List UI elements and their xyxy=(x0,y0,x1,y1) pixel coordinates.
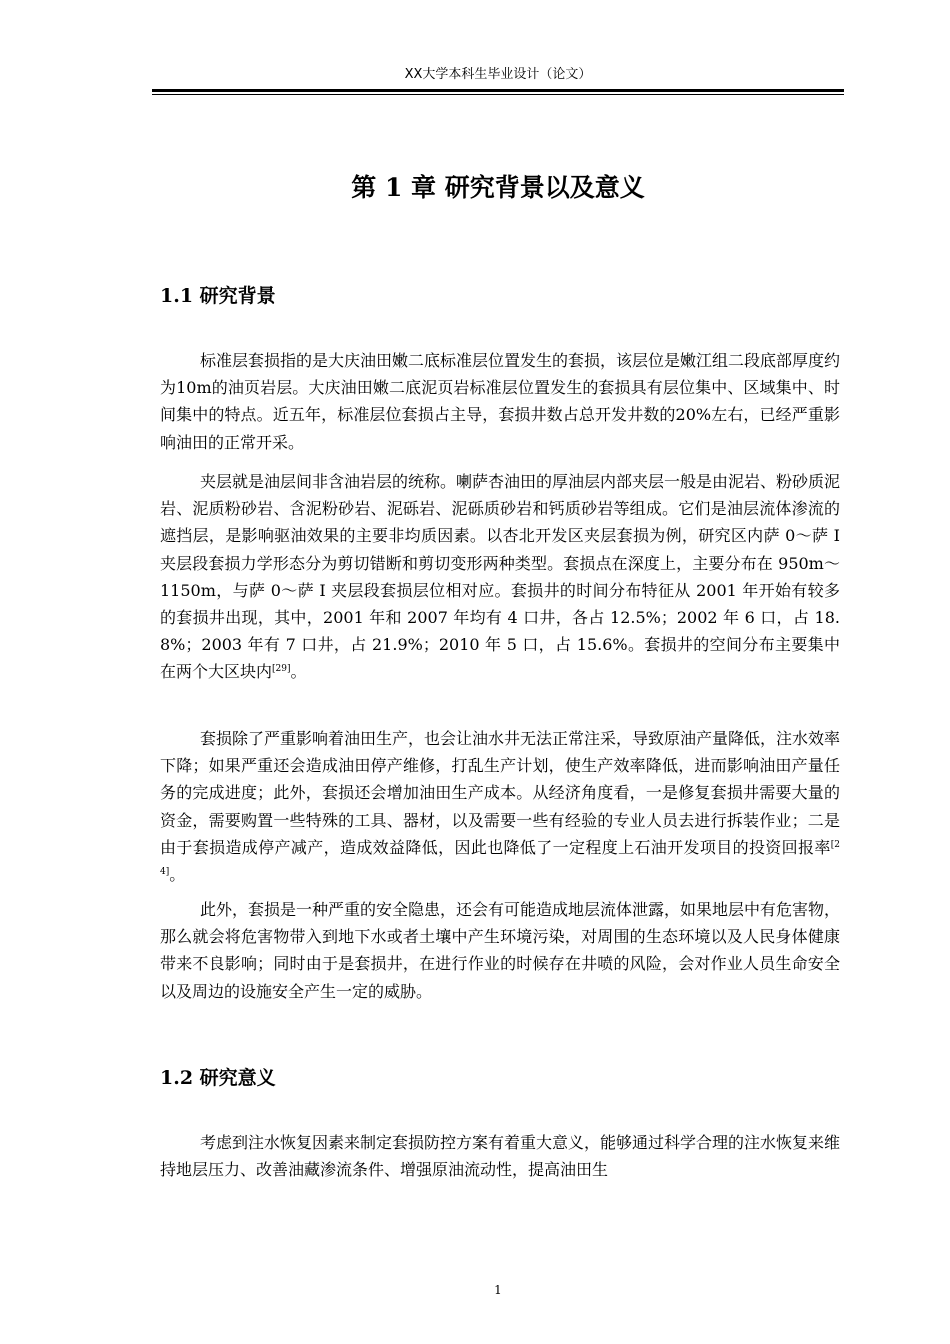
paragraph-text: 夹层就是油层间非含油岩层的统称。喇萨杏油田的厚油层内部夹层一般是由泥岩、粉砂质泥岩、泥质粉砂岩、含泥粉砂岩、泥砾岩、泥砾质砂岩和钙质砂岩等组成。它们是油层流体渗流的遮挡层，是影响驱油效果的主要非均质因素。以杏北开发区夹层套损为例，研究区内萨 0～萨 I 夹层段套损力学形态分为剪切错断和剪切变形两种类型。套损点在深度上，主要分布在 950m～1150m，与萨 0～萨 I 夹层段套损层位相对应。套损井的时间分布特征从 2001 年开始有较多的套损井出现，其中，2001 年和 2007 年均有 4 口井，各占 12.5%；2002 年 6 口，占 18.8%；2003 年有 7 口井，占 21.9%；2010 年 5 口，占 15.6%。套损井的空间分布主要集中在两个大区块内 xyxy=(160,472,841,682)
citation-ref: [29] xyxy=(272,664,291,675)
header-rule-thick xyxy=(152,89,844,92)
header-rule-thin xyxy=(152,94,844,95)
paragraph-text: 考虑到注水恢复因素来制定套损防控方案有着重大意义，能够通过科学合理的注水恢复来维持地层压力、改善油藏渗流条件、增强原油流动性，提高油田生 xyxy=(160,1133,841,1180)
paragraph xyxy=(160,725,840,888)
paragraph-text: 套损除了严重影响着油田生产，也会让油水井无法正常注采，导致原油产量降低，注水效率下降；如果严重还会造成油田停产维修，打乱生产计划，使生产效率降低，进而影响油田产量任务的完成进度；此外，套损还会增加油田生产成本。从经济角度看，一是修复套损井需要大量的资金，需要购置一些特殊的工具、器材，以及需要一些有经验的专业人员去进行拆装作业；二是由于套损造成停产减产，造成效益降低，因此也降低了一定程度上石油开发项目的投资回报率 xyxy=(160,729,841,857)
paragraph xyxy=(160,896,840,1005)
citation-ref: [24] xyxy=(160,839,840,878)
paragraph-tail: 。 xyxy=(169,865,186,885)
paragraph-tail: 。 xyxy=(290,662,307,682)
paragraph xyxy=(160,347,840,456)
paragraph xyxy=(160,1129,840,1183)
page-number: 1 xyxy=(494,1283,502,1297)
header-rule xyxy=(152,89,844,95)
paragraph-text: 此外，套损是一种严重的安全隐患，还会有可能造成地层流体泄露，如果地层中有危害物，那么就会将危害物带入到地下水或者土壤中产生环境污染，对周围的生态环境以及人民身体健康带来不良影响；同时由于是套损井，在进行作业的时候存在井喷的风险，会对作业人员生命安全以及周边的设施安全产生一定的威胁。 xyxy=(160,900,841,1001)
paragraph xyxy=(160,468,840,686)
paragraph-text: 标准层套损指的是大庆油田嫩二底标准层位置发生的套损，该层位是嫩江组二段底部厚度约为10m的油页岩层。大庆油田嫩二底泥页岩标准层位置发生的套损具有层位集中、区域集中、时间集中的特点。近五年，标准层位套损占主导，套损井数占总开发井数的20%左右，已经严重影响油田的正常开采。 xyxy=(160,351,841,452)
section-title-background: 1.1 研究背景 xyxy=(160,285,276,307)
chapter-title: 第 1 章 研究背景以及意义 xyxy=(351,173,645,202)
running-header: XX大学本科生毕业设计（论文） xyxy=(404,67,592,82)
section-title-significance: 1.2 研究意义 xyxy=(160,1067,276,1089)
